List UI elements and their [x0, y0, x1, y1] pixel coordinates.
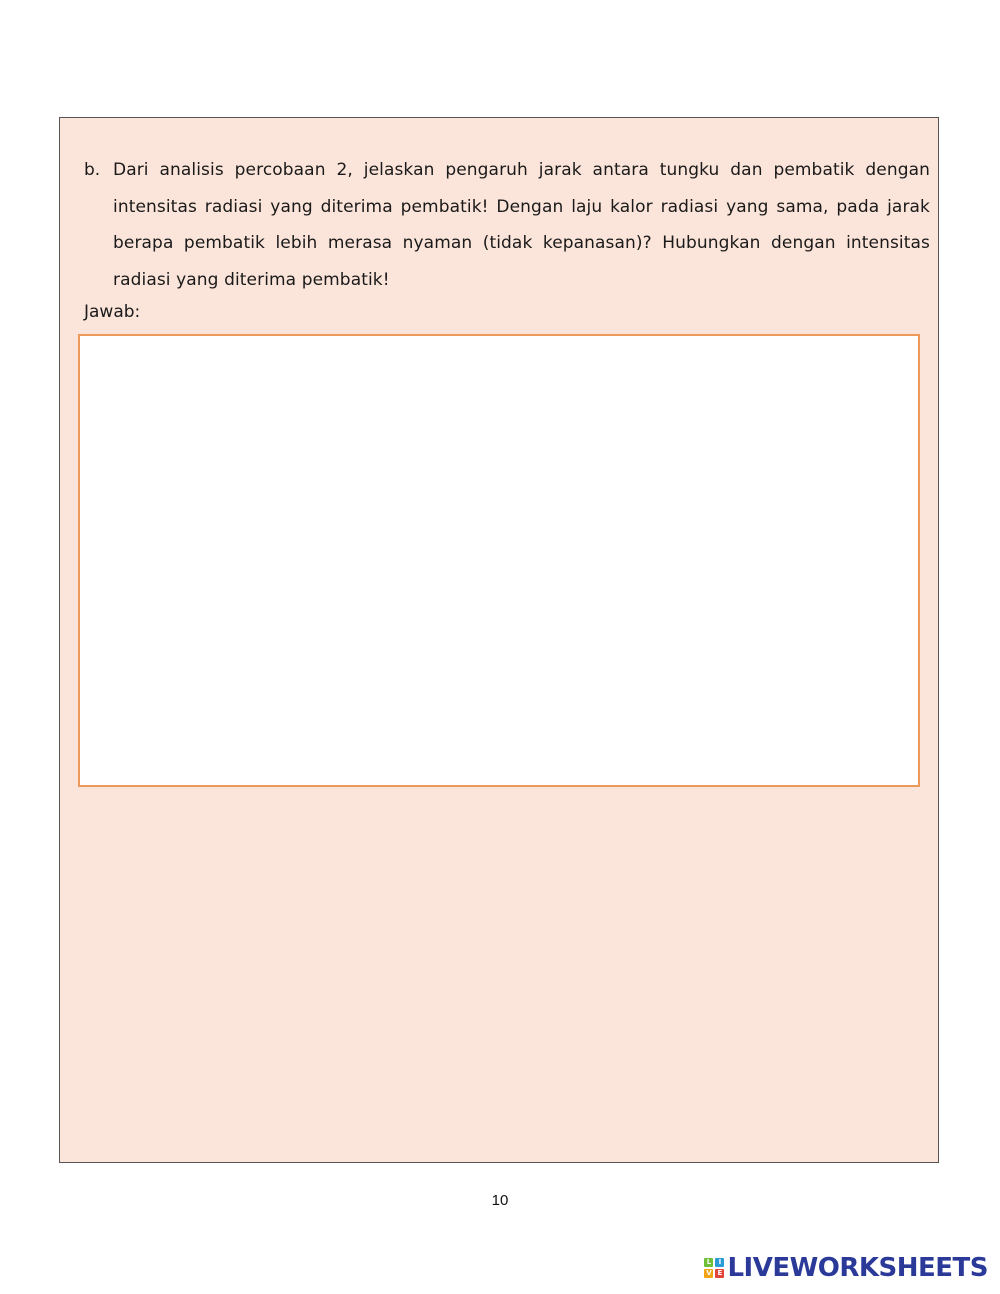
liveworksheets-logo [704, 1253, 988, 1283]
liveworksheets-logo-icon [704, 1258, 724, 1278]
logo-tile-v: V [706, 1269, 712, 1277]
logo-tile-l: L [704, 1258, 713, 1267]
logo-tile-e: E [715, 1269, 724, 1278]
question-text: Dari analisis percobaan 2, jelaskan pengaruh jarak antara tungku dan pembatik dengan intensitas radiasi yang diterima pembatik! Dengan laju kalor radiasi yang sama, pada jarak berapa pembatik lebih merasa nyaman (tidak kepanasan)? Hubungkan dengan intensitas radiasi yang diterima pembatik! [113, 160, 930, 290]
question-label: b. [84, 160, 101, 180]
question-panel [59, 117, 939, 1163]
answer-input-box[interactable] [78, 334, 920, 787]
liveworksheets-logo-text: LIVEWORKSHEETS [727, 1253, 988, 1283]
logo-tile-i: I [715, 1258, 724, 1267]
answer-label: Jawab: [84, 302, 141, 322]
page-number: 10 [491, 1192, 509, 1209]
question-item [84, 152, 930, 298]
